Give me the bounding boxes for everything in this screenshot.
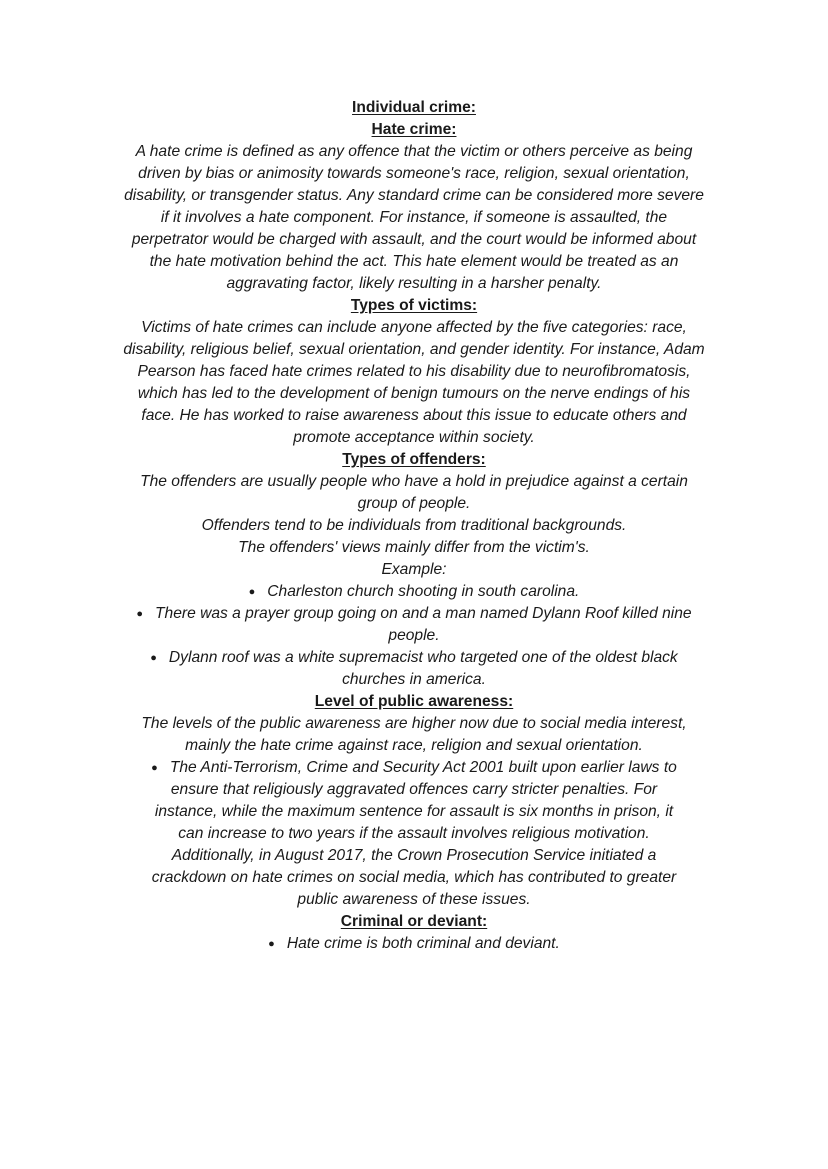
bullet-icon: ● <box>150 652 157 664</box>
text-line <box>0 361 828 383</box>
section-heading <box>0 911 828 933</box>
line-text: Example: <box>381 561 447 578</box>
text-line <box>0 735 828 757</box>
section-heading <box>0 97 828 119</box>
bullet-icon: ● <box>248 586 256 598</box>
section-heading <box>0 449 828 471</box>
line-text: disability, religious belief, sexual orientation, and gender identity. For instance, Adam <box>123 341 705 358</box>
bullet-icon: ● <box>151 762 158 774</box>
text-line <box>0 493 828 515</box>
bullet-item <box>0 757 828 779</box>
document-page <box>0 97 828 955</box>
line-text: mainly the hate crime against race, religion and sexual orientation. <box>185 737 643 754</box>
line-text: The offenders' views mainly differ from the victim's. <box>238 539 590 556</box>
line-text: Types of victims: <box>350 297 478 314</box>
line-text: people. <box>388 627 440 644</box>
line-text: if it involves a hate component. For instance, if someone is assaulted, the <box>160 209 668 226</box>
line-text: public awareness of these issues. <box>297 891 531 908</box>
line-text: perpetrator would be charged with assault, and the court would be informed about <box>131 231 697 248</box>
line-text: Criminal or deviant: <box>340 913 488 930</box>
line-text: the hate motivation behind the act. This hate element would be treated as an <box>149 253 679 270</box>
line-text: disability, or transgender status. Any standard crime can be considered more severe <box>124 187 704 204</box>
line-text: Hate crime: <box>371 121 457 138</box>
text-line <box>0 845 828 867</box>
text-line <box>0 383 828 405</box>
line-text: The levels of the public awareness are higher now due to social media interest, <box>141 715 687 732</box>
text-line <box>0 141 828 163</box>
line-text: face. He has worked to raise awareness about this issue to educate others and <box>141 407 687 424</box>
section-heading <box>0 119 828 141</box>
line-text: driven by bias or animosity towards someone's race, religion, sexual orientation, <box>138 165 690 182</box>
line-text: The offenders are usually people who have a hold in prejudice against a certain <box>140 473 688 490</box>
text-line <box>0 889 828 911</box>
line-text: Dylann roof was a white supremacist who targeted one of the oldest black <box>168 649 678 666</box>
text-line <box>0 251 828 273</box>
line-text: can increase to two years if the assault involves religious motivation. <box>178 825 650 842</box>
text-line <box>0 669 828 691</box>
text-line <box>0 823 828 845</box>
text-line <box>0 405 828 427</box>
line-text: crackdown on hate crimes on social media, which has contributed to greater <box>151 869 677 886</box>
text-line <box>0 471 828 493</box>
text-line <box>0 779 828 801</box>
text-line <box>0 867 828 889</box>
text-line <box>0 625 828 647</box>
text-line <box>0 163 828 185</box>
bullet-item <box>0 933 828 955</box>
line-text: There was a prayer group going on and a man named Dylann Roof killed nine <box>155 605 692 622</box>
section-heading <box>0 691 828 713</box>
text-line <box>0 537 828 559</box>
text-line <box>0 317 828 339</box>
line-text: The Anti-Terrorism, Crime and Security Act 2001 built upon earlier laws to <box>169 759 677 776</box>
bullet-icon: ● <box>136 608 144 620</box>
text-line <box>0 185 828 207</box>
bullet-icon: ● <box>268 938 275 950</box>
line-text: Individual crime: <box>352 99 476 116</box>
line-text: instance, while the maximum sentence for assault is six months in prison, it <box>154 803 674 820</box>
line-text: which has led to the development of benign tumours on the nerve endings of his <box>137 385 691 402</box>
line-text: Level of public awareness: <box>314 693 514 710</box>
bullet-item <box>0 603 828 625</box>
text-line <box>0 713 828 735</box>
bullet-item <box>0 581 828 603</box>
line-text: promote acceptance within society. <box>293 429 535 446</box>
line-text: group of people. <box>357 495 471 512</box>
line-text: Hate crime is both criminal and deviant. <box>286 935 560 952</box>
section-heading <box>0 295 828 317</box>
text-line <box>0 339 828 361</box>
line-text: ensure that religiously aggravated offences carry stricter penalties. For <box>170 781 658 798</box>
line-text: Charleston church shooting in south carolina. <box>267 583 580 600</box>
text-line <box>0 273 828 295</box>
bullet-item <box>0 647 828 669</box>
text-line <box>0 229 828 251</box>
line-text: Pearson has faced hate crimes related to his disability due to neurofibromatosis, <box>137 363 691 380</box>
text-line <box>0 427 828 449</box>
line-text: churches in america. <box>342 671 486 688</box>
line-text: aggravating factor, likely resulting in a harsher penalty. <box>226 275 602 292</box>
text-line <box>0 801 828 823</box>
text-line <box>0 559 828 581</box>
line-text: Offenders tend to be individuals from traditional backgrounds. <box>201 517 627 534</box>
text-line <box>0 515 828 537</box>
line-text: Types of offenders: <box>342 451 486 468</box>
text-line <box>0 207 828 229</box>
line-text: Victims of hate crimes can include anyone affected by the five categories: race, <box>141 319 687 336</box>
line-text: Additionally, in August 2017, the Crown Prosecution Service initiated a <box>171 847 657 864</box>
line-text: A hate crime is defined as any offence that the victim or others perceive as being <box>135 143 693 160</box>
